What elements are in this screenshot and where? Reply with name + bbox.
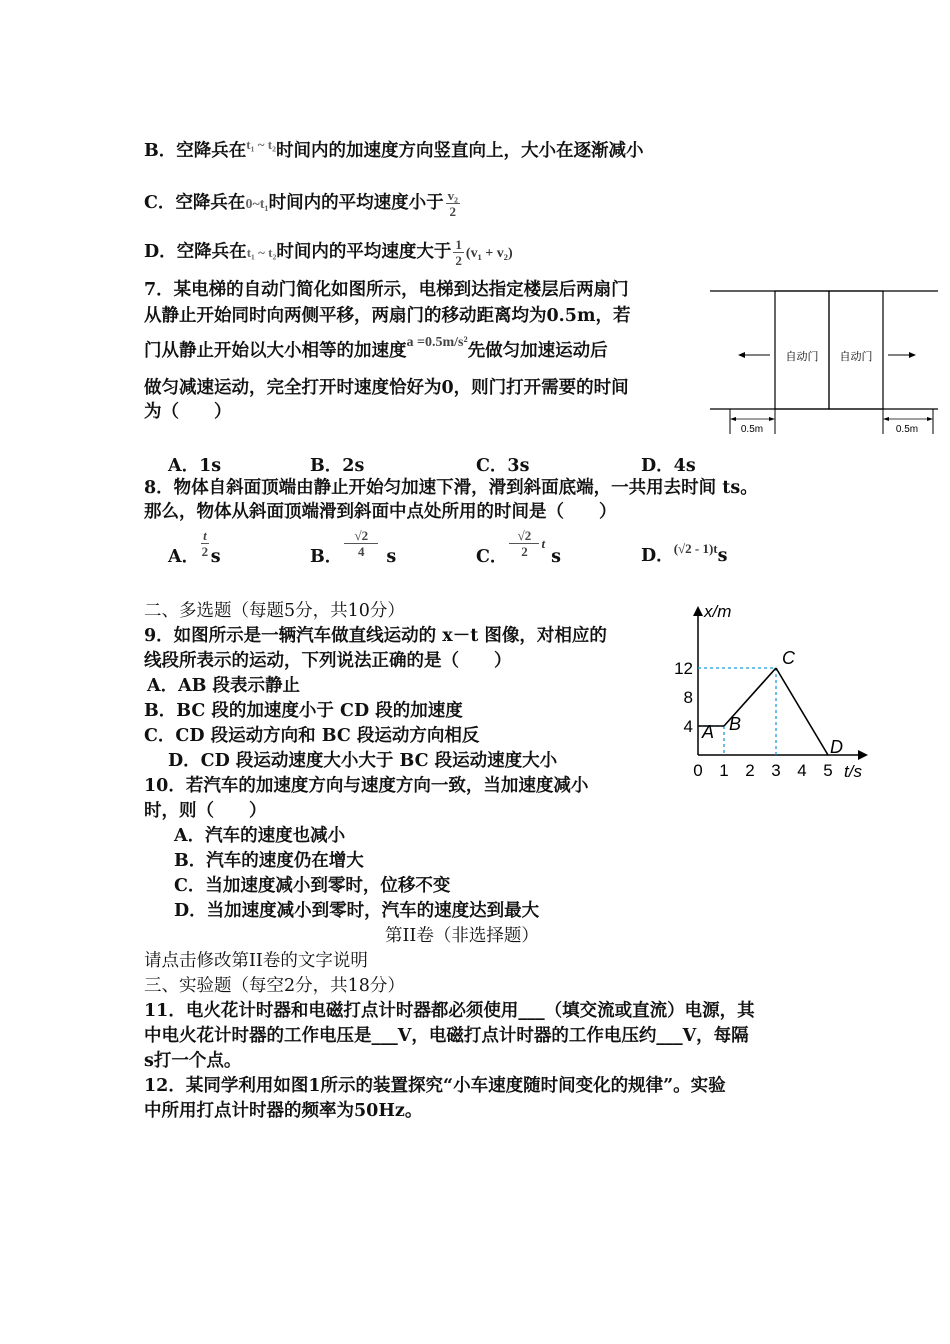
q11-line3: s打一个点。 — [144, 1051, 242, 1071]
q7-option-d: D．4s — [641, 456, 696, 476]
acceleration-expr: a =0.5m/s² — [406, 335, 468, 350]
q11-line1: 11．电火花计时器和电磁打点计时器都必须使用___（填交流或直流）电源，其 — [144, 1001, 755, 1021]
q9-line1: 9．如图所示是一辆汽车做直线运动的 x－t 图像，对相应的 — [144, 626, 607, 646]
y-tick-label-4: 4 — [683, 717, 693, 736]
q8-line2: 那么，物体从斜面顶端滑到斜面中点处所用的时间是（ ） — [144, 502, 617, 522]
fraction-half: $\frac{1}{2}$ — [455, 237, 462, 268]
x-tick-label-4: 4 — [797, 761, 807, 780]
q7-line2: 从静止开始同时向两侧平移，两扇门的移动距离均为0.5m，若 — [144, 306, 631, 326]
door-left — [775, 291, 829, 409]
q7-line1: 7．某电梯的自动门简化如图所示，电梯到达指定楼层后两扇门 — [144, 280, 629, 300]
q9-line2: 线段所表示的运动，下列说法正确的是（ ） — [144, 651, 512, 671]
q9-option-d: D．CD 段运动速度大小大于 BC 段运动速度大小 — [168, 751, 558, 771]
x-t-chart — [676, 600, 876, 784]
section-3-heading: 三、实验题（每空2分，共18分） — [144, 976, 405, 996]
segment-CD — [776, 668, 828, 755]
x-tick-label-3: 3 — [771, 761, 781, 780]
q10-option-d: D．当加速度减小到零时，汽车的速度达到最大 — [174, 901, 540, 921]
door-right-label: 自动门 — [839, 351, 873, 363]
q11-line2: 中电火花计时器的工作电压是___V，电磁打点计时器的工作电压约___V，每隔 — [144, 1026, 749, 1046]
section-2-heading: 二、多选题（每题5分，共10分） — [144, 601, 405, 621]
q10-line1: 10．若汽车的加速度方向与速度方向一致，当加速度减小 — [144, 776, 589, 796]
y-tick-label-8: 8 — [683, 688, 693, 707]
q10-option-c: C．当加速度减小到零时，位移不变 — [174, 876, 451, 896]
x-tick-label-1: 1 — [719, 761, 729, 780]
x-tick-label-5: 5 — [823, 761, 833, 780]
q8-line1: 8．物体自斜面顶端由静止开始匀加速下滑，滑到斜面底端，一共用去时间 ts。 — [144, 478, 758, 498]
point-label-A: A — [702, 722, 715, 742]
dim-left: 0.5m — [740, 424, 764, 435]
y-axis-arrow — [693, 606, 703, 616]
elevator-door-figure — [700, 282, 940, 442]
y-tick-label-12: 12 — [674, 659, 693, 678]
q7-option-c: C．3s — [476, 456, 530, 476]
x-tick-label-2: 2 — [745, 761, 755, 780]
door-right — [829, 291, 883, 409]
q7-line3: 门从静止开始以大小相等的加速度$^{a =0.5m/s^2}$先做匀加速运动后 — [144, 335, 608, 361]
part2-title: 第II卷（非选择题） — [385, 926, 539, 946]
q12-line1: 12．某同学利用如图1所示的装置探究“小车速度随时间变化的规律”。实验 — [144, 1076, 726, 1096]
q7-line4: 做匀减速运动，完全打开时速度恰好为0，则门打开需要的时间 — [144, 378, 629, 398]
q6-option-c: C．空降兵在0~t₁时间内的平均速度小于 $\frac{\text{v₂}}{2}$ — [144, 188, 458, 219]
q10-line2: 时，则（ ） — [144, 801, 267, 821]
q9-option-c: C．CD 段运动方向和 BC 段运动方向相反 — [144, 726, 480, 746]
q7-option-b: B．2s — [310, 456, 365, 476]
q7-option-a: A．1s — [168, 456, 222, 476]
dim-right: 0.5m — [895, 424, 919, 435]
q9-option-b: B．BC 段的加速度小于 CD 段的加速度 — [144, 701, 463, 721]
y-axis-label: x/m — [704, 602, 732, 621]
x-tick-label-0: 0 — [693, 761, 703, 780]
q10-option-b: B．汽车的速度仍在增大 — [174, 851, 364, 871]
math-t1-t2: t₁ ~ t₂ — [246, 137, 277, 152]
fraction-v2-over-2: $\frac{\text{v₂}}{2}$ — [447, 188, 458, 219]
q7-line5: 为（ ） — [144, 402, 232, 422]
q8-option-c: C． $\frac{√2}{2}$ t s — [476, 528, 562, 567]
part2-note[interactable]: 请点击修改第II卷的文字说明 — [144, 951, 368, 971]
q8-option-d: D．$^{(√2 - 1)t}$s — [641, 541, 728, 566]
point-label-D: D — [830, 737, 843, 757]
q8-option-a: A． $\frac{t}{2}$ s — [168, 528, 221, 567]
x-axis-label: t/s — [844, 762, 862, 781]
q8-option-b: B． $\frac{√2}{4}$ s — [310, 528, 397, 567]
door-left-label: 自动门 — [785, 351, 819, 363]
point-label-C: C — [782, 648, 795, 668]
q10-option-a: A．汽车的速度也减小 — [174, 826, 346, 846]
q6-option-d: D．空降兵在t₁ ~ t₂时间内的平均速度大于 $\frac{1}{2}$ (v₁ + v₂) — [144, 237, 513, 268]
point-label-B: B — [729, 714, 742, 734]
x-axis-arrow — [858, 750, 868, 760]
q9-option-a: A．AB 段表示静止 — [147, 676, 301, 696]
q6-option-b: B．空降兵在$^{t_1 \sim t_2}$时间内的加速度方向竖直向上，大小在逐渐减小 — [144, 137, 644, 161]
q12-line2: 中所用打点计时器的频率为50Hz。 — [144, 1101, 423, 1121]
